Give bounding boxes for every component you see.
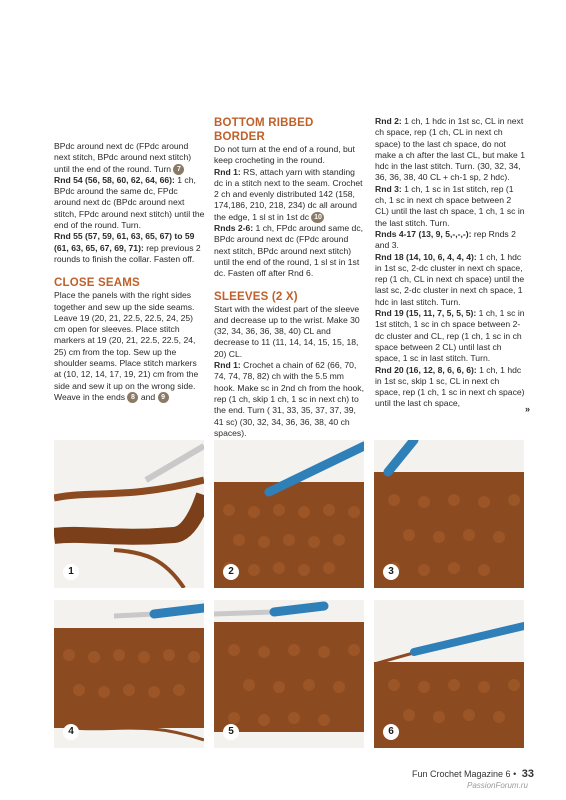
step-number: 6 xyxy=(383,724,399,740)
photo-step-6 xyxy=(374,600,524,748)
text: 1 ch, 1 sc in 1st stitch, 1 sc in ch space between 2-dc cluster and CL, rep (1 ch, 1 sc in ch space between 2 CL) until last ch space, 1 sc in last stitch. Turn. xyxy=(375,308,525,364)
paragraph xyxy=(375,365,527,410)
paragraph xyxy=(214,360,366,439)
paragraph xyxy=(214,167,366,223)
step-badge: 9 xyxy=(158,392,169,403)
watermark: PassionForum.ru xyxy=(467,781,528,790)
photo-step-3 xyxy=(374,440,524,588)
continued-arrow-icon: » xyxy=(525,404,531,414)
round-label: Rnds 2-6: xyxy=(214,223,254,234)
page-number: 33 xyxy=(521,768,534,780)
section-heading-sleeves: SLEEVES (2 X) xyxy=(214,290,298,303)
text: 1 ch, FPdc around same dc, BPdc around next dc (FPdc around next stitch, BPdc around next stitch) until the end of the round, 1 sl st in 1st dc. Fasten off after Rnd 6. xyxy=(214,223,364,279)
round-label: Rnd 1: xyxy=(214,360,241,371)
round-label: Rnd 54 (56, 58, 60, 62, 64, 66): xyxy=(54,174,175,185)
text: Crochet a chain of 62 (66, 70, 74, 74, 78, 82) ch with the 5.5 mm hook. Make sc in 2nd ch from the hook, rep (1 ch, skip 1 ch, 1 sc in next ch) to the end. Turn ( 31, 33, 35, 37, 37, 39, 41 sc) (30, 32, 34, 36, 36, 38, 40 ch spaces). xyxy=(214,360,364,438)
round-label: Rnd 18 (14, 10, 6, 4, 4, 4): xyxy=(375,251,477,262)
round-label: Rnd 55 (57, 59, 61, 63, 65, 67) to 59 (61, 63, 65, 67, 69, 71): xyxy=(54,231,195,253)
column-left xyxy=(54,141,206,403)
paragraph xyxy=(214,144,366,167)
paragraph xyxy=(54,290,206,403)
photo-step-1 xyxy=(54,440,204,588)
text: Place the panels with the right sides together and sew up the side seams. Leave 19 (20, 21, 22.5, 22.5, 24, 25) cm open for sleeves. Place stitch markers at 19 (20, 21, 22.5, 22.5, 24, 25) cm from the top. Sew up the shoulder seams. Place stitch markers at (10, 12, 14, 17, 19, 21) cm from the side and sew it up on the wrong side. Weave in the ends xyxy=(54,290,199,402)
text: 1 ch, 1 hdc in 1st sc, 2-dc cluster in next ch space, rep (1 ch, CL in next ch space) until the last sc, 2-dc cluster in next ch space, 1 hdc in last stitch. Turn. xyxy=(375,251,525,307)
round-label: Rnd 1: xyxy=(214,166,241,177)
round-label: Rnds 4-17 (13, 9, 5,-,-,-): xyxy=(375,228,472,239)
step-badge: 7 xyxy=(173,164,184,175)
text: RS, attach yarn with standing dc in a stitch next to the seam. Crochet 2 ch and evenly distributed 142 (158, 174,186, 210, 218, 234) dc all around the edge, 1 sl st in 1st dc xyxy=(214,166,363,222)
column-right xyxy=(375,116,527,410)
text: and xyxy=(140,391,156,402)
text: BPdc around next dc (FPdc around next stitch, BPdc around next stitch) until the end of the round. Turn xyxy=(54,141,192,174)
round-label: Rnd 3: xyxy=(375,183,402,194)
paragraph xyxy=(375,229,527,252)
round-label: Rnd 20 (16, 12, 8, 6, 6, 6): xyxy=(375,364,477,375)
text: 1 ch, 1 hdc in 1st sc, skip 1 sc, CL in next ch space, rep (1 ch, 1 sc in next ch space) until the last ch space, xyxy=(375,364,525,409)
step-number: 4 xyxy=(63,724,79,740)
step-number: 1 xyxy=(63,564,79,580)
text: Start with the widest part of the sleeve and decrease up to the wrist. Make 30 (32, 34, 36, 36, 38, 40) CL and decrease to 11 (11, 14, 14, 15, 15, 18, 20) CL. xyxy=(214,303,360,359)
step-number: 2 xyxy=(223,564,239,580)
photo-step-4 xyxy=(54,600,204,748)
paragraph xyxy=(214,304,366,360)
step-number: 5 xyxy=(223,724,239,740)
paragraph xyxy=(54,175,206,231)
paragraph xyxy=(214,223,366,279)
text: 1 ch, 1 sc in 1st stitch, rep (1 ch, 1 sc in next ch space between 2 CL) until the last ch space, 1 ch, 1 sc in the last stitch. Turn. xyxy=(375,183,525,228)
section-heading-bottom-border: BOTTOM RIBBED BORDER xyxy=(214,117,314,143)
paragraph xyxy=(375,184,527,229)
text: Do not turn at the end of a round, but keep crocheting in the round. xyxy=(214,144,355,166)
round-label: Rnd 2: xyxy=(375,116,402,126)
footer-bullet: • xyxy=(513,769,517,779)
step-badge: 10 xyxy=(311,212,324,223)
paragraph xyxy=(375,308,527,364)
paragraph xyxy=(375,252,527,308)
page-footer xyxy=(412,768,534,780)
photo-step-5 xyxy=(214,600,364,748)
step-badge: 8 xyxy=(127,392,138,403)
step-number: 3 xyxy=(383,564,399,580)
paragraph xyxy=(54,141,206,175)
photo-step-2 xyxy=(214,440,364,588)
column-middle xyxy=(214,116,366,439)
round-label: Rnd 19 (15, 11, 7, 5, 5, 5): xyxy=(375,308,477,319)
paragraph xyxy=(54,231,206,265)
text: 1 ch, 1 hdc in 1st sc, CL in next ch space, rep (1 ch, CL in next ch space) to the last ch space, do not make a ch after the last CL, but make 1 hdc in the last stitch. Turn. (30, 32, 34, 36, 36, 38, 40 CL + ch-1 sp, 2 hdc). xyxy=(375,116,525,183)
text: rep previous 2 rounds to finish the collar. Fasten off. xyxy=(54,242,201,264)
paragraph xyxy=(375,116,527,184)
text: 1 ch, BPdc around the same dc, FPdc around next dc (BPdc around next stitch, FPdc around next stitch) until the end of the round. Turn. xyxy=(54,174,205,231)
magazine-name: Fun Crochet Magazine 6 xyxy=(412,769,511,779)
section-heading-close-seams: CLOSE SEAMS xyxy=(54,277,140,290)
text: rep Rnds 2 and 3. xyxy=(375,228,516,251)
